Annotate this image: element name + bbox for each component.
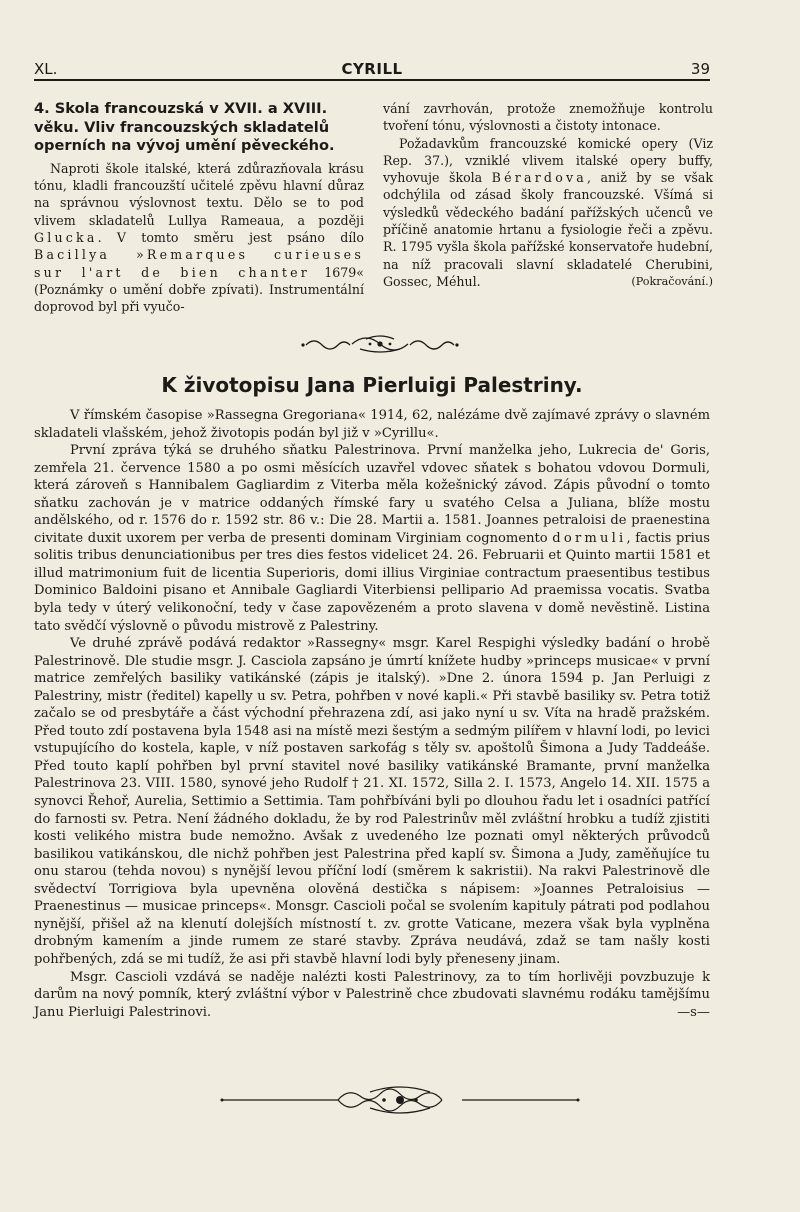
- end-ornament-icon: [220, 1082, 580, 1118]
- volume-number: XL.: [34, 60, 58, 78]
- spaced-name-dormuli: dormuli: [552, 530, 627, 546]
- page-number: 39: [690, 60, 710, 78]
- left-paragraph: Naproti škole italské, která zdůrazňovala krásu tónu, kladli francouzští učitelé zpěvu hlavní důraz na správnou výslovnost textu. Dělo se to pod vlivem skladatelů Lullya Rameaua, a později Glucka. V tomto směru jest psáno dílo Bacillya »Remarques curieuses sur l'art de bien chanter 1679« (Poznámky o umění dobře zpívati). Instrumentální doprovod byl při vyučo-: [34, 160, 365, 315]
- journal-title: CYRILL: [341, 60, 403, 78]
- continued-note: (Pokračování.): [631, 275, 713, 289]
- right-paragraph-2: Požadavkům francouzské komické opery (Viz Rep. 37.), vzniklé vlivem italské opery buffy, vyhovuje škola Bérardova, aniž by se však odchýlila od zásad školy francouzské. Všímá si výsledků vědeckého badání pařížských učenců ve příčině anatomie hrtanu a fysiologie řeči a zpěvu. R. 1795 vyšla škola pařížské konservatoře hudební, na níž pracovali slavní skladatelé Cherubini, Gossec, Méhul.: [383, 135, 713, 289]
- running-header: [34, 60, 710, 80]
- ornament-divider-icon: [300, 333, 460, 355]
- article-title: K životopisu Jana Pierluigi Palestriny.: [161, 373, 583, 397]
- article-paragraph-4: Msgr. Cascioli vzdává se naděje nalézti kosti Palestrinovy, za to tím horlivěji povzbuzuje k darům na nový pomník, který zvláštní výbor v Palestrině chce zbudovati slavnému rodáku tamějšímu Janu Pierluigi Palestrinovi.: [34, 969, 710, 1020]
- article-body: [34, 407, 710, 1021]
- right-column: [383, 100, 713, 291]
- article-paragraph-1: V římském časopise »Rassegna Gregoriana« 1914, 62, nalézáme dvě zajímavé zprávy o slavném skladateli vlašském, jehož životopis podán byl již v »Cyrillu«.: [34, 408, 710, 441]
- spaced-name-berard: Bérardova: [491, 170, 587, 186]
- left-column: [34, 100, 364, 315]
- header-rule: [34, 79, 710, 81]
- section-heading: 4. Skola francouzská v XVII. a XVIII. věku. Vliv francouzských skladatelů operních na vývoj umění pěveckého.: [34, 100, 335, 155]
- spaced-name-gluck: Glucka: [34, 229, 98, 245]
- spaced-title-bacilly: Bacillya »Remarques curieuses sur l'art de bien chanter: [34, 247, 364, 280]
- author-signature: —s—: [677, 1004, 710, 1020]
- right-paragraph-1: vání zavrhován, protože znemožňuje kontrolu tvoření tónu, výslovnosti a čistoty intonace.: [383, 101, 713, 134]
- article-paragraph-2: První zpráva týká se druhého sňatku Palestrinova. První manželka jeho, Lukrecia de' Goris, zemřela 21. července 1580 a po osmi měsících uzavřel vdovec sňatek s bohatou vdovou Dormuli, která zároveň s Hannibalem Gagliardim z Viterba měla kožešnický závod. Zápis původní o tomto sňatku zachován je v matrice oddaných římské fary u svatého Celsa a Juliana, blíže mostu andělského, od r. 1576 do r. 1592 str. 86 v.: Die 28. Martii a. 1581. Joannes petraloisi de praenestina civitate duxit uxorem per verba de presenti dominam Virginiam cognomento dormuli, factis prius solitis tribus denunciationibus per tres dies festos videlicet 24. 26. Februarii et Quinto martii 1581 et illud matrimonium fuit de licentia Superioris, domi illius Virginiae contractum praesentibus testibus Dominico Baldoini pisano et Annibale Gagliardi Viterbiensi pellipario Ad praemissa vocatis. Svatba byla tedy v úterý velikonoční, tedy v čase zapovězeném a proto slavena v domě nevěstině. Listina tato svědčí výslovně o původu mistrově z Palestriny.: [34, 443, 710, 634]
- article-paragraph-3: Ve druhé zprávě podává redaktor »Rassegny« msgr. Karel Respighi výsledky badání o hrobě Palestrinově. Dle studie msgr. J. Casciola zapsáno je úmrtí knížete hudby »princeps musicae« v první matrice zemřelých basiliky vatikánské (zápis je italský). »Dne 2. února 1594 p. Jan Perluigi z Palestriny, mistr (ředitel) kapelly u sv. Petra, pohřben v nové kapli.« Při stavbě basiliky sv. Petra totiž začalo se od presbytáře a část východní přehrazena zdí, asi jako nyní u sv. Víta na hradě pražském. Před touto zdí postavena byla 1548 asi na místě mezi šestým a sedmým pilířem v hlavní lodi, po levici vstupujícího do kostela, kaple, v níž postaven sarkofág s těly sv. apoštolů Šimona a Judy Taddeáše. Před touto kaplí pohřben byl první stavitel nové basiliky vatikánské Bramante, první manželka Palestrinova 23. VIII. 1580, synové jeho Rudolf † 21. XI. 1572, Silla 2. I. 1573, Angelo 14. XII. 1575 a synovci Řehoř, Aurelia, Settimio a Settimia. Tam pohřbíváni byli po dlouhou řadu let i osadníci patřící do farnosti sv. Petra. Není žádného dokladu, že by rod Palestrinův měl zvláštní hrobku a tudíž zjistiti kosti velikého mistra bude nemožno. Avšak z uvedeného lze poznati omyl některých průvodců basilikou vatikánskou, dle nichž pohřben jest Palestrina před kaplí sv. Šimona a Judy, zaměňujíce tu onu starou (tehda novou) s nynější levou příční lodí (směrem k sakristii). Na rakvi Palestrinově dle svědectví Torrigiova byla upevněna olověná destička s nápisem: »Joannes Petraloisius — Praenestinus — musicae princeps«. Monsgr. Cascioli počal se svolením kapituly pátrati pod podlahou nynější, přišel až na klenutí dolejších místností t. zv. grotte Vaticane, mezera však byla vyplněna drobným kamením a jinde rumem ze staré stavby. Zpráva neudává, zdaž se tam našly kosti pohřbených, zdá se mi tudíž, že asi při stavbě hlavní lodi byly přeneseny jinam.: [34, 636, 710, 967]
